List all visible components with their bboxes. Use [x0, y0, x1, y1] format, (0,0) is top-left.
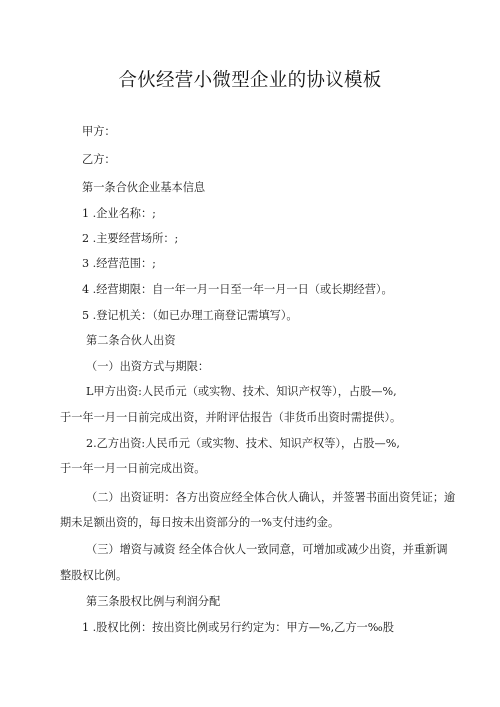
article-1-item-3: 3 .经营范围：; — [82, 257, 156, 270]
article-2-sub-1: （一）出资方式与期限： — [86, 360, 210, 373]
article-1-item-2: 2 .主要经营场所：; — [82, 232, 179, 245]
article-1-item-4: 4 .经营期限：自一年一月一日至一年一月一日（或长期经营）。 — [82, 283, 393, 296]
document-title: 合伙经营小微型企业的协议模板 — [118, 70, 382, 91]
article-3-item-1: 1 .股权比例：按出资比例或另行约定为：甲方—%,乙方一‰股 — [82, 621, 394, 634]
article-1-item-5: 5 .登记机关：（如已办理工商登记需填写）。 — [82, 309, 298, 322]
party-b-contribution-line-1: 2.乙方出资:人民币元（或实物、技术、知识产权等），占股—%, — [86, 437, 400, 450]
article-1-item-1: 1 .企业名称：; — [82, 207, 156, 220]
contribution-proof-line-2: 期未足额出资的，每日按未出资部分的一%支付违约金。 — [60, 516, 340, 529]
capital-change-line-2: 整股权比例。 — [60, 569, 128, 582]
party-a-label: 甲方： — [82, 125, 116, 138]
article-1-heading: 第一条合伙企业基本信息 — [82, 181, 206, 194]
article-2-heading: 第二条合伙人出资 — [86, 334, 176, 347]
article-3-heading: 第三条股权比例与利润分配 — [86, 595, 221, 608]
capital-change-line-1: （三）增资与减资 经全体合伙人一致同意，可增加或减少出资，并重新调 — [86, 543, 448, 556]
party-b-contribution-line-2: 于一年一月一日前完成出资。 — [60, 462, 206, 475]
party-b-label: 乙方： — [82, 153, 116, 166]
contribution-proof-line-1: （二）出资证明：各方出资应经全体合伙人确认，并签署书面出资凭证；逾 — [86, 491, 456, 504]
party-a-contribution-line-2: 于一年一月一日前完成出资，并附评估报告（非货币出资时需提供）。 — [60, 411, 402, 424]
party-a-contribution-line-1: L甲方出资:人民币元（或实物、技术、知识产权等），占股—%, — [86, 385, 397, 398]
